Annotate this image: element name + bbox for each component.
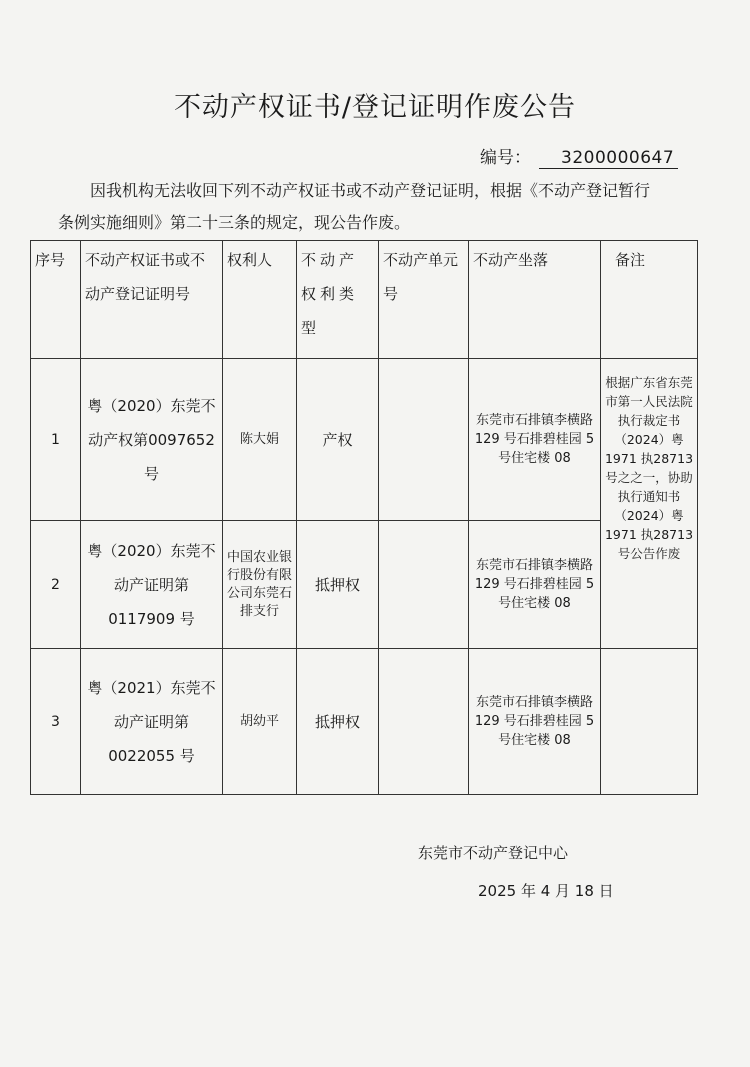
row-no: 1 <box>31 359 81 521</box>
header-location: 不动产坐落 <box>469 241 601 359</box>
row-unit <box>379 521 469 649</box>
row-cert: 粤（2021）东莞不动产证明第0022055 号 <box>81 649 223 795</box>
issuing-organization: 东莞市不动产登记中心 <box>418 844 569 862</box>
table-header-row <box>31 241 698 359</box>
row-type: 抵押权 <box>297 521 379 649</box>
row-holder: 中国农业银行股份有限公司东莞石排支行 <box>223 521 297 649</box>
intro-paragraph: 因我机构无法收回下列不动产权证书或不动产登记证明，根据《不动产登记暂行条例实施细则》第二十三条的规定，现公告作废。 <box>58 181 651 232</box>
row-no: 3 <box>31 649 81 795</box>
row-cert: 粤（2020）东莞不动产权第0097652 号 <box>81 359 223 521</box>
row-remark-shared: 根据广东省东莞市第一人民法院执行裁定书（2024）粤1971 执28713 号之之一，协助执行通知书（2024）粤1971 执28713 号公告作废 <box>601 359 698 649</box>
row-unit <box>379 649 469 795</box>
row-type: 抵押权 <box>297 649 379 795</box>
row-location: 东莞市石排镇李横路 129 号石排碧桂园 5 号住宅楼 08 <box>469 521 601 649</box>
table-row <box>31 649 698 795</box>
row-holder: 胡幼平 <box>223 649 297 795</box>
row-unit <box>379 359 469 521</box>
row-holder: 陈大娟 <box>223 359 297 521</box>
header-remark: 备注 <box>601 241 698 359</box>
header-cert: 不动产权证书或不动产登记证明号 <box>81 241 223 359</box>
row-location: 东莞市石排镇李横路 129 号石排碧桂园 5 号住宅楼 08 <box>469 649 601 795</box>
header-holder: 权利人 <box>223 241 297 359</box>
row-remark <box>601 649 698 795</box>
serial-number: 3200000647 <box>539 148 678 169</box>
issue-date: 2025 年 4 月 18 日 <box>478 882 614 900</box>
serial-number-line <box>480 143 678 169</box>
header-unit-no: 不动产单元号 <box>379 241 469 359</box>
table-row <box>31 521 698 649</box>
void-certificates-table <box>30 240 698 795</box>
row-location: 东莞市石排镇李横路 129 号石排碧桂园 5 号住宅楼 08 <box>469 359 601 521</box>
header-no: 序号 <box>31 241 81 359</box>
header-right-type: 不动产权利类型 <box>297 241 379 359</box>
row-cert: 粤（2020）东莞不动产证明第0117909 号 <box>81 521 223 649</box>
row-type: 产权 <box>297 359 379 521</box>
row-no: 2 <box>31 521 81 649</box>
table-row <box>31 359 698 521</box>
page-title: 不动产权证书/登记证明作废公告 <box>173 92 577 123</box>
serial-label: 编号： <box>480 148 531 168</box>
